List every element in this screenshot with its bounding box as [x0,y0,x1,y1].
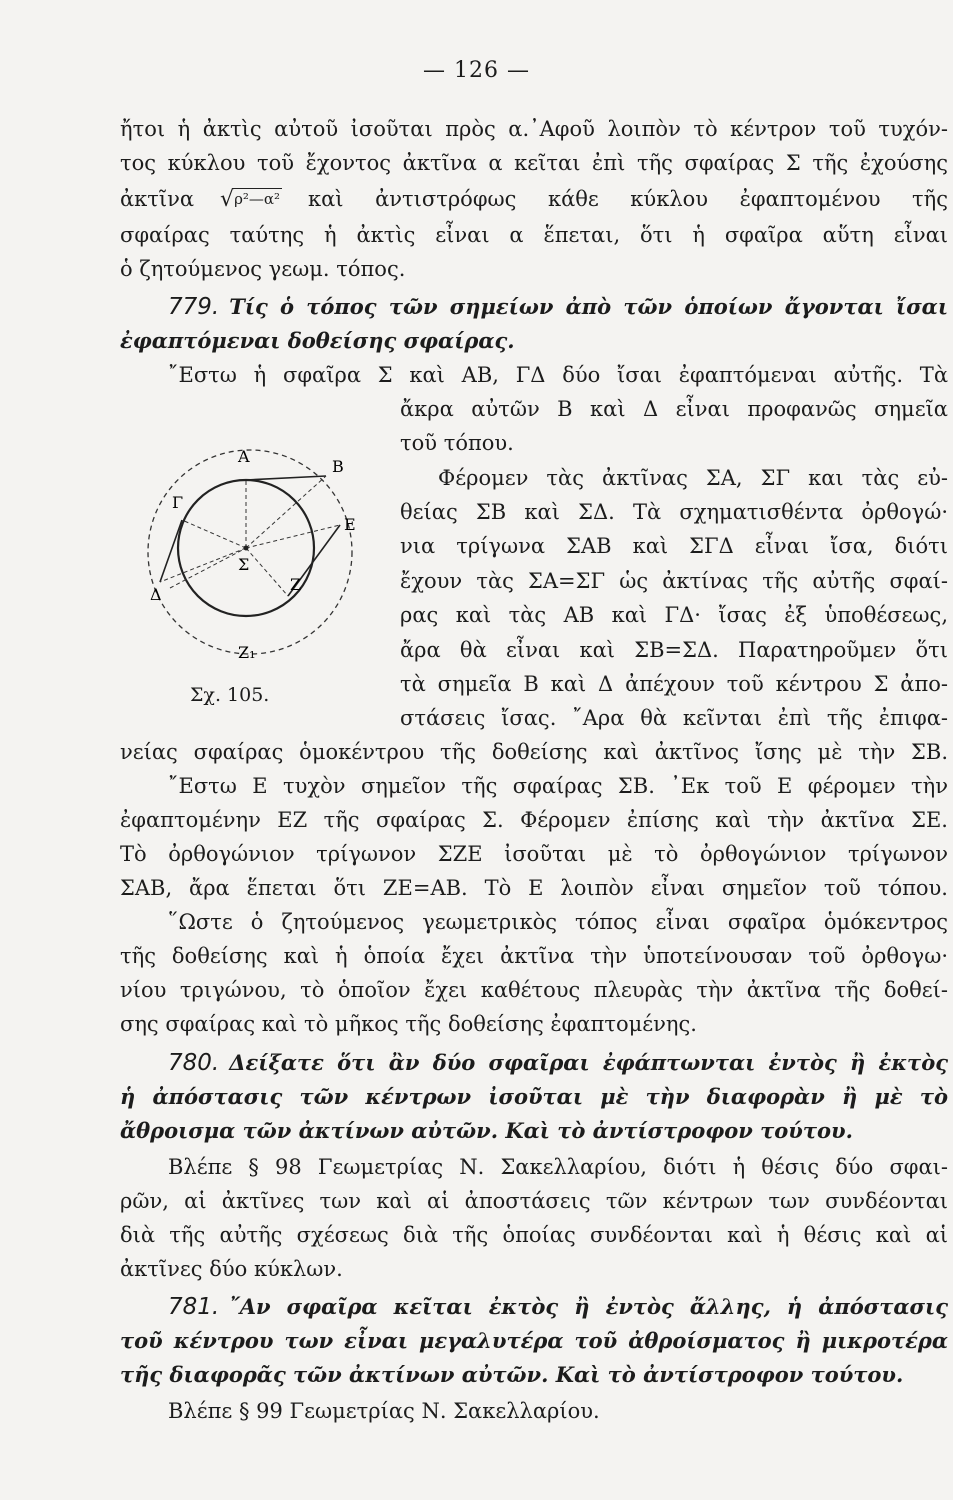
radius-SZ [246,548,288,596]
center-point [244,546,249,551]
problem-title: ἄθροισμα τῶν ἀκτίνων αὐτῶν. Καὶ τὸ ἀντίστροφον τούτου. [120,1118,853,1143]
problem-title: ἐφαπτόμεναι δοθείσης σφαίρας. [120,328,515,353]
text-line: διὰ τῆς αὐτῆς σχέσεως διὰ τῆς ὁποίας συνδέονται καὶ ἡ θέσις καὶ αἱ [120,1223,948,1247]
text-line: Τὸ ὀρθογώνιον τρίγωνον ΣΖΕ ἰσοῦται μὲ τὸ ὀρθογώνιον τρίγωνον [120,842,948,866]
problem-780-heading [120,1046,948,1080]
label-S: Σ [238,555,250,574]
text-line: τῆς δοθείσης καὶ ἡ ὁποία ἔχει ἀκτῖνα τὴν ὑποτείνουσαν τοῦ ὀρθογω· [120,944,948,968]
text-line: νίου τριγώνου, τὸ ὁποῖον ἔχει καθέτους πλευρὰς τὴν ἀκτῖνα τῆς δοθεί- [120,978,948,1002]
figure-caption: Σχ. 105. [190,684,270,706]
problem-title: ῎Αν σφαῖρα κεῖται ἐκτὸς ἢ ἐντὸς ἄλλης, ἡ ἀπόστασις [229,1294,948,1319]
text-line-with-radical [120,182,948,217]
label-E: Ε [344,515,356,534]
tangent-AB [246,476,326,480]
text-line: ἐφαπτομένην ΕΖ τῆς σφαίρας Σ. Φέρομεν ἐπίσης καὶ τὴν ἀκτῖνα ΣΕ. [120,808,948,832]
problem-number: 781. [168,1294,220,1320]
text-fragment: καὶ ἀντιστρόφως κάθε κύκλου ἐφαπτομένου τῆς [308,187,948,211]
text-line: Βλέπε § 99 Γεωμετρίας Ν. Σακελλαρίου. [168,1399,600,1423]
text-line: ρῶν, αἱ ἀκτῖνες των καὶ αἱ ἀποστάσεις τῶν κέντρων των συνδέονται [120,1189,948,1213]
text-line: ἄρα θὰ εἶναι καὶ ΣΒ=ΣΔ. Παρατηροῦμεν ὅτι [400,638,948,662]
geometry-figure-105 [130,428,380,668]
label-B: Β [332,457,344,476]
label-D: Δ [150,585,162,604]
square-root-expression: √ρ²—α² [220,187,281,212]
text-line: ἄκρα αὐτῶν Β καὶ Δ εἶναι προφανῶς σημεῖα [400,397,948,421]
text-line: τοῦ τόπου. [400,431,514,455]
problem-title: τοῦ κέντρου των εἶναι μεγαλυτέρα τοῦ ἀθροίσματος ἢ μικροτέρα [120,1328,948,1353]
text-line: ἀκτῖνες δύο κύκλων. [120,1257,343,1281]
problem-number: 780. [168,1050,220,1076]
text-line: ἔχουν τὰς ΣΑ=ΣΓ ὡς ἀκτίνας τῆς αὐτῆς σφαί- [400,569,948,593]
text-line: τος κύκλου τοῦ ἔχοντος ἀκτῖνα α κεῖται ἐπὶ τῆς σφαίρας Σ τῆς ἐχούσης [120,151,948,175]
problem-title: Δείξατε ὅτι ἂν δύο σφαῖραι ἐφάπτωνται ἐντὸς ἢ ἐκτὸς [229,1050,948,1075]
text-line: ρας καὶ τὰς ΑΒ καὶ ΓΔ· ἴσας ἐξ ὑποθέσεως, [400,603,948,627]
problem-779-heading [120,290,948,324]
problem-title: ἡ ἀπόστασις τῶν κέντρων ἰσοῦται μὲ τὴν διαφορὰν ἢ μὲ τὸ [120,1084,948,1109]
text-line: ἤτοι ἡ ἀκτὶς αὐτοῦ ἰσοῦται πρὸς α.᾽Αφοῦ λοιπὸν τὸ κέντρον τοῦ τυχόν- [120,117,948,141]
text-line: ῎Εστω ἡ σφαῖρα Σ καὶ ΑΒ, ΓΔ δύο ἴσαι ἐφαπτόμεναι αὐτῆς. Τὰ [168,363,948,387]
radicand: ρ²—α² [234,190,281,208]
text-line: νια τρίγωνα ΣΑΒ καὶ ΣΓΔ εἶναι ἴσα, διότι [400,534,948,558]
text-line: ὁ ζητούμενος γεωμ. τόπος. [120,257,406,281]
label-G: Γ [172,493,184,512]
problem-number: 779. [168,294,220,320]
label-Z: Ζ [290,575,302,594]
label-A: Α [238,447,250,466]
text-line: θείας ΣΒ καὶ ΣΔ. Τὰ σχηματισθέντα ὀρθογώ· [400,500,948,524]
text-line: σφαίρας ταύτης ἡ ἀκτὶς εἶναι α ἕπεται, ὅτι ἡ σφαῖρα αὕτη εἶναι [120,223,948,247]
text-line: σης σφαίρας καὶ τὸ μῆκος τῆς δοθείσης ἐφαπτομένης. [120,1012,697,1036]
text-fragment: ἀκτῖνα [120,187,195,211]
page-number: — 126 — [423,58,530,83]
label-Z1: Ζ₁ [238,643,256,662]
text-line: Φέρομεν τὰς ἀκτῖνας ΣΑ, ΣΓ και τὰς εὐ- [438,466,948,490]
problem-title: τῆς διαφορᾶς τῶν ἀκτίνων αὐτῶν. Καὶ τὸ ἀντίστροφον τούτου. [120,1362,904,1387]
text-line: Βλέπε § 98 Γεωμετρίας Ν. Σακελλαρίου, διότι ἡ θέσις δύο σφαι- [168,1155,948,1179]
problem-781-heading [120,1290,948,1324]
radius-SG [182,520,246,548]
text-line: τὰ σημεῖα Β καὶ Δ ἀπέχουν τοῦ κέντρου Σ ἀπο- [400,672,948,696]
text-line: ῞Ωστε ὁ ζητούμενος γεωμετρικὸς τόπος εἶναι σφαῖρα ὁμόκεντρος [168,910,948,934]
segment-SD [160,548,246,582]
text-line: ΣΑΒ, ἄρα ἕπεται ὅτι ΖΕ=ΑΒ. Τὸ Ε λοιπὸν εἶναι σημεῖον τοῦ τόπου. [120,876,948,900]
text-line: ῎Εστω Ε τυχὸν σημεῖον τῆς σφαίρας ΣΒ. ᾽Εκ τοῦ Ε φέρομεν τὴν [168,774,948,798]
problem-title: Τίς ὁ τόπος τῶν σημείων ἀπὸ τῶν ὁποίων ἄγονται ἴσαι [229,294,948,319]
text-line: νείας σφαίρας ὁμοκέντρου τῆς δοθείσης καὶ ἀκτῖνος ἴσης μὲ τὴν ΣΒ. [120,740,948,764]
text-line: στάσεις ἴσας. ῎Αρα θὰ κεῖνται ἐπὶ τῆς ἐπιφα- [400,706,948,730]
